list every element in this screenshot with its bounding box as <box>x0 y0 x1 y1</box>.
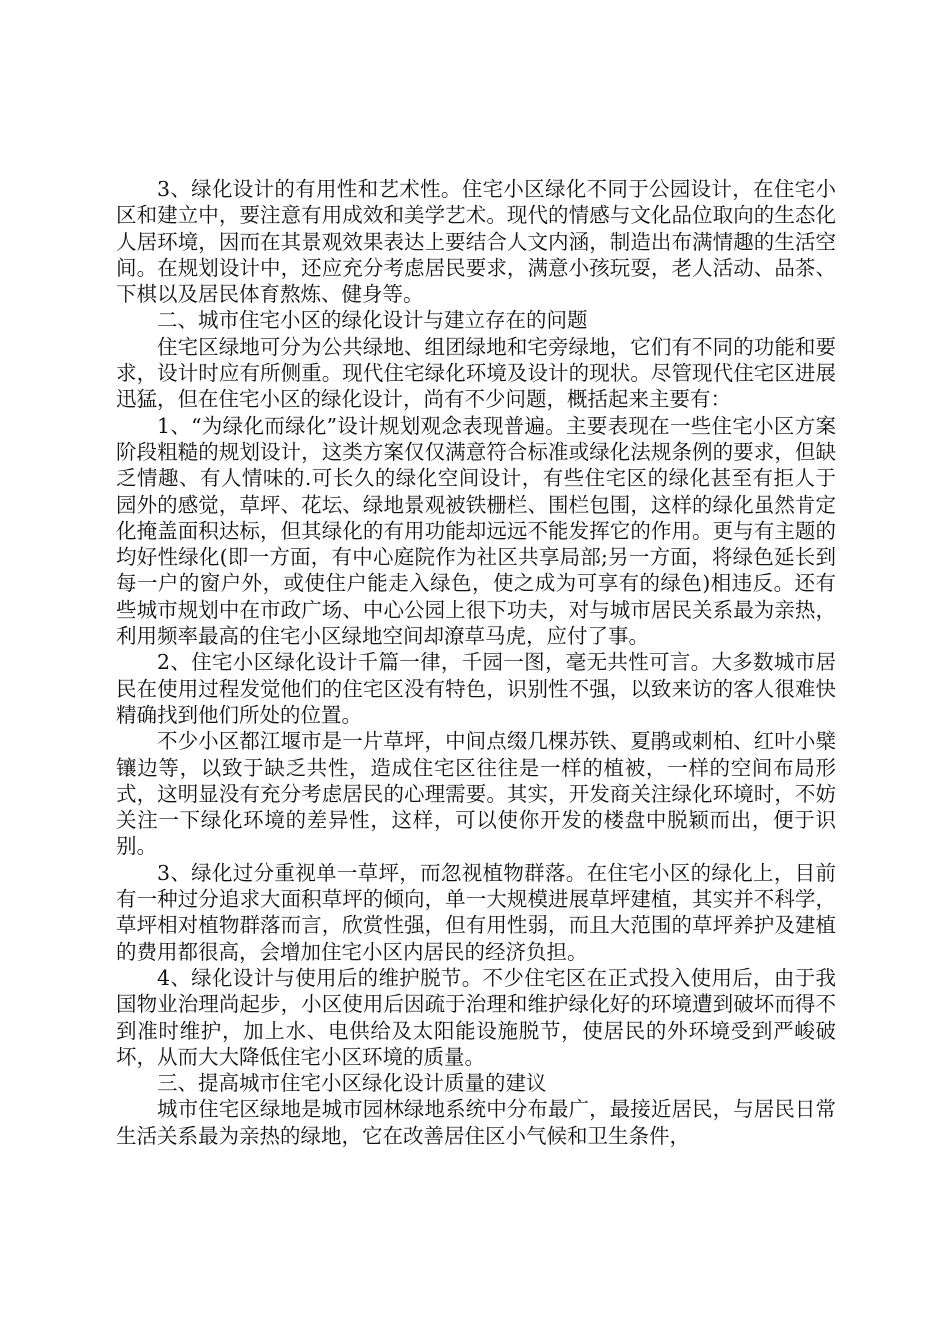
paragraph-problem-3: 3、绿化过分重视单一草坪，而忽视植物群落。在住宅小区的绿化上，目前有一种过分追求大面积草坪的倾向，单一大规模进展草坪建植，其实并不科学，草坪相对植物群落而言，欣赏性强，但有用性弱，而且大范围的草坪养护及建植的费用都很高，会增加住宅小区内居民的经济负担。 <box>116 860 836 964</box>
section-heading-problems: 二、城市住宅小区的绿化设计与建立存在的问题 <box>157 308 588 333</box>
document-body <box>116 176 836 1149</box>
section-heading-suggestions: 三、提高城市住宅小区绿化设计质量的建议 <box>157 1071 547 1096</box>
paragraph-green-space-types: 住宅区绿地可分为公共绿地、组团绿地和宅旁绿地，它们有不同的功能和要求，设计时应有所侧重。现代住宅绿化环境及设计的现状。尽管现代住宅区进展迅猛，但在住宅小区的绿化设计，尚有不少问题，概括起来主要有： <box>116 334 836 412</box>
paragraph-problem-1: 1、“为绿化而绿化”设计规划观念表现普遍。主要表现在一些住宅小区方案阶段粗糙的规划设计，这类方案仅仅满意符合标准或绿化法规条例的要求，但缺乏情趣、有人情味的.可长久的绿化空间设计，有些住宅区的绿化甚至有拒人于园外的感觉，草坪、花坛、绿地景观被铁栅栏、围栏包围，这样的绿化虽然肯定化掩盖面积达标，但其绿化的有用功能却远远不能发挥它的作用。更与有主题的均好性绿化(即一方面，有中心庭院作为社区共享局部;另一方面，将绿色延长到每一户的窗户外，或使住户能走入绿色，使之成为可享有的绿色)相违反。还有些城市规划中在市政广场、中心公园上很下功夫，对与城市居民关系最为亲热，利用频率最高的住宅小区绿地空间却潦草马虎，应付了事。 <box>116 413 836 649</box>
paragraph-greening-practicality: 3、绿化设计的有用性和艺术性。住宅小区绿化不同于公园设计，在住宅小区和建立中，要注意有用成效和美学艺术。现代的情感与文化品位取向的生态化人居环境，因而在其景观效果表达上要结合人文内涵，制造出布满情趣的生活空间。在规划设计中，还应充分考虑居民要求，满意小孩玩耍，老人活动、品茶、下棋以及居民体育熬炼、健身等。 <box>116 177 836 307</box>
paragraph-residential-green-space: 城市住宅区绿地是城市园林绿地系统中分布最广，最接近居民，与居民日常生活关系最为亲热的绿地，它在改善居住区小气候和卫生条件， <box>116 1097 836 1148</box>
paragraph-problem-2: 2、住宅小区绿化设计千篇一律，千园一图，毫无共性可言。大多数城市居民在使用过程发觉他们的住宅区没有特色，识别性不强，以致来访的客人很难快精确找到他们所处的位置。 <box>116 650 836 727</box>
paragraph-lawn-uniformity: 不少小区都江堰市是一片草坪，中间点缀几棵苏铁、夏鹃或刺柏、红叶小檗镶边等，以致于缺乏共性，造成住宅区往往是一样的植被，一样的空间布局形式，这明显没有充分考虑居民的心理需要。其实，开发商关注绿化环境时，不妨关注一下绿化环境的差异性，这样，可以使你开发的楼盘中脱颖而出，便于识别。 <box>116 729 836 859</box>
paragraph-problem-4: 4、绿化设计与使用后的维护脱节。不少住宅区在正式投入使用后，由于我国物业治理尚起步，小区使用后因疏于治理和维护绿化好的环境遭到破坏而得不到准时维护，加上水、电供给及太阳能设施脱节，使居民的外环境受到严峻破坏，从而大大降低住宅小区环境的质量。 <box>116 965 836 1069</box>
